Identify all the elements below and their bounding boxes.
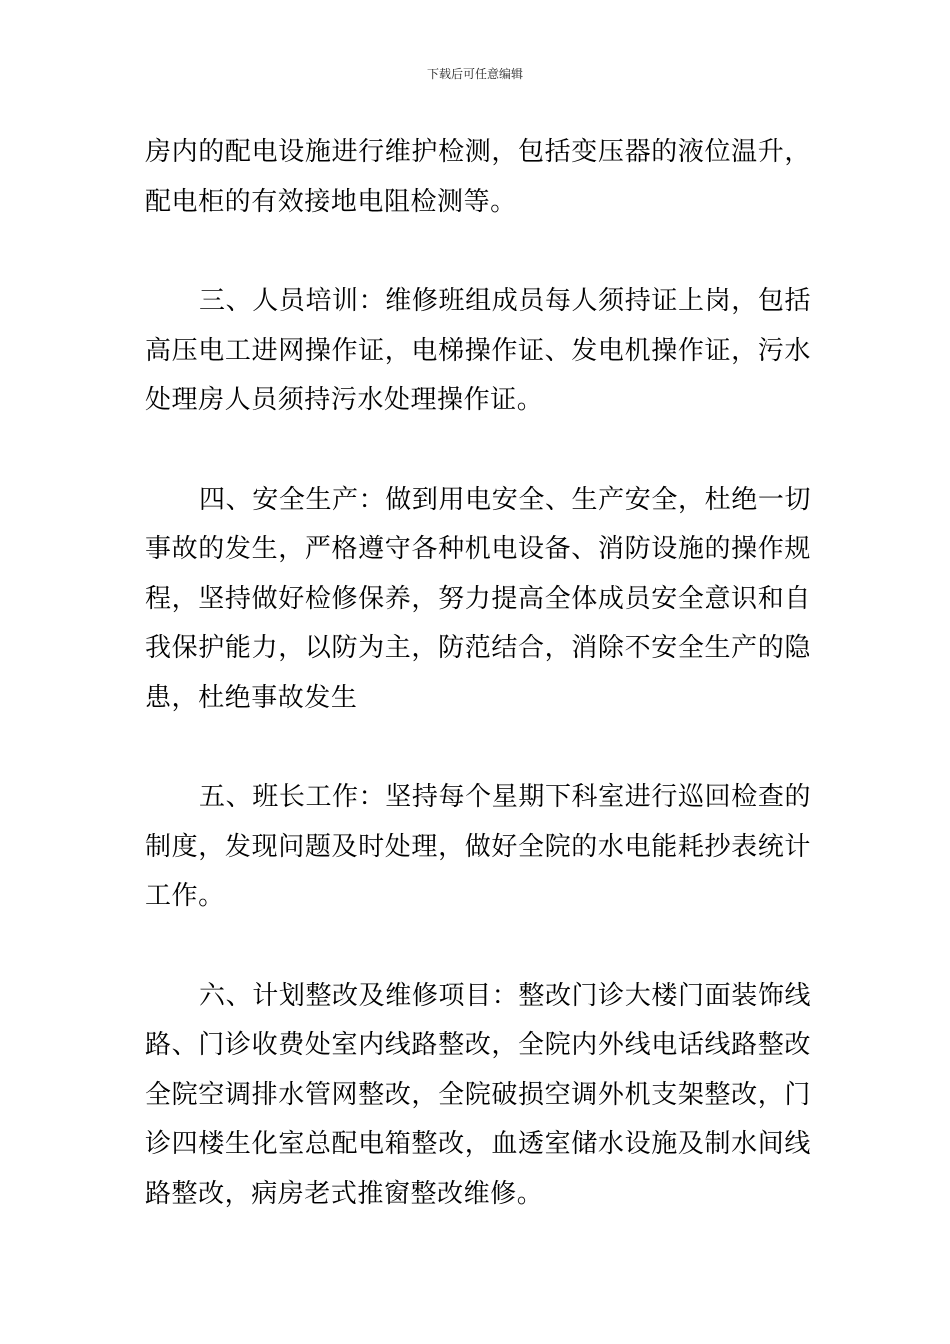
paragraph-continuation: 房内的配电设施进行维护检测，包括变压器的液位温升，配电柜的有效接地电阻检测等。 [145,137,811,217]
document-body [145,128,811,1219]
paragraph-gap [145,227,811,277]
paragraph-safety-production: 四、安全生产：做到用电安全、生产安全，杜绝一切事故的发生，严格遵守各种机电设备、消防设施的操作规程，坚持做好检修保养，努力提高全体成员安全意识和自我保护能力，以防为主，防范结合，消除不安全生产的隐患，杜绝事故发生 [145,484,811,713]
page-header: 下载后可任意编辑 [426,67,523,81]
paragraph-staff-training: 三、人员培训：维修班组成员每人须持证上岗，包括高压电工进网操作证，电梯操作证、发电机操作证，污水处理房人员须持污水处理操作证。 [145,286,811,415]
paragraph-rectification-plan: 六、计划整改及维修项目：整改门诊大楼门面装饰线路、门诊收费处室内线路整改，全院内外线电话线路整改全院空调排水管网整改，全院破损空调外机支架整改，门诊四楼生化室总配电箱整改，血透室储水设施及制水间线路整改，病房老式推窗整改维修。 [145,980,811,1209]
paragraph-gap [145,426,811,476]
paragraph-gap [145,723,811,773]
paragraph-team-leader-work: 五、班长工作：坚持每个星期下科室进行巡回检查的制度，发现问题及时处理，做好全院的水电能耗抄表统计工作。 [145,782,811,911]
paragraph-gap [145,922,811,972]
